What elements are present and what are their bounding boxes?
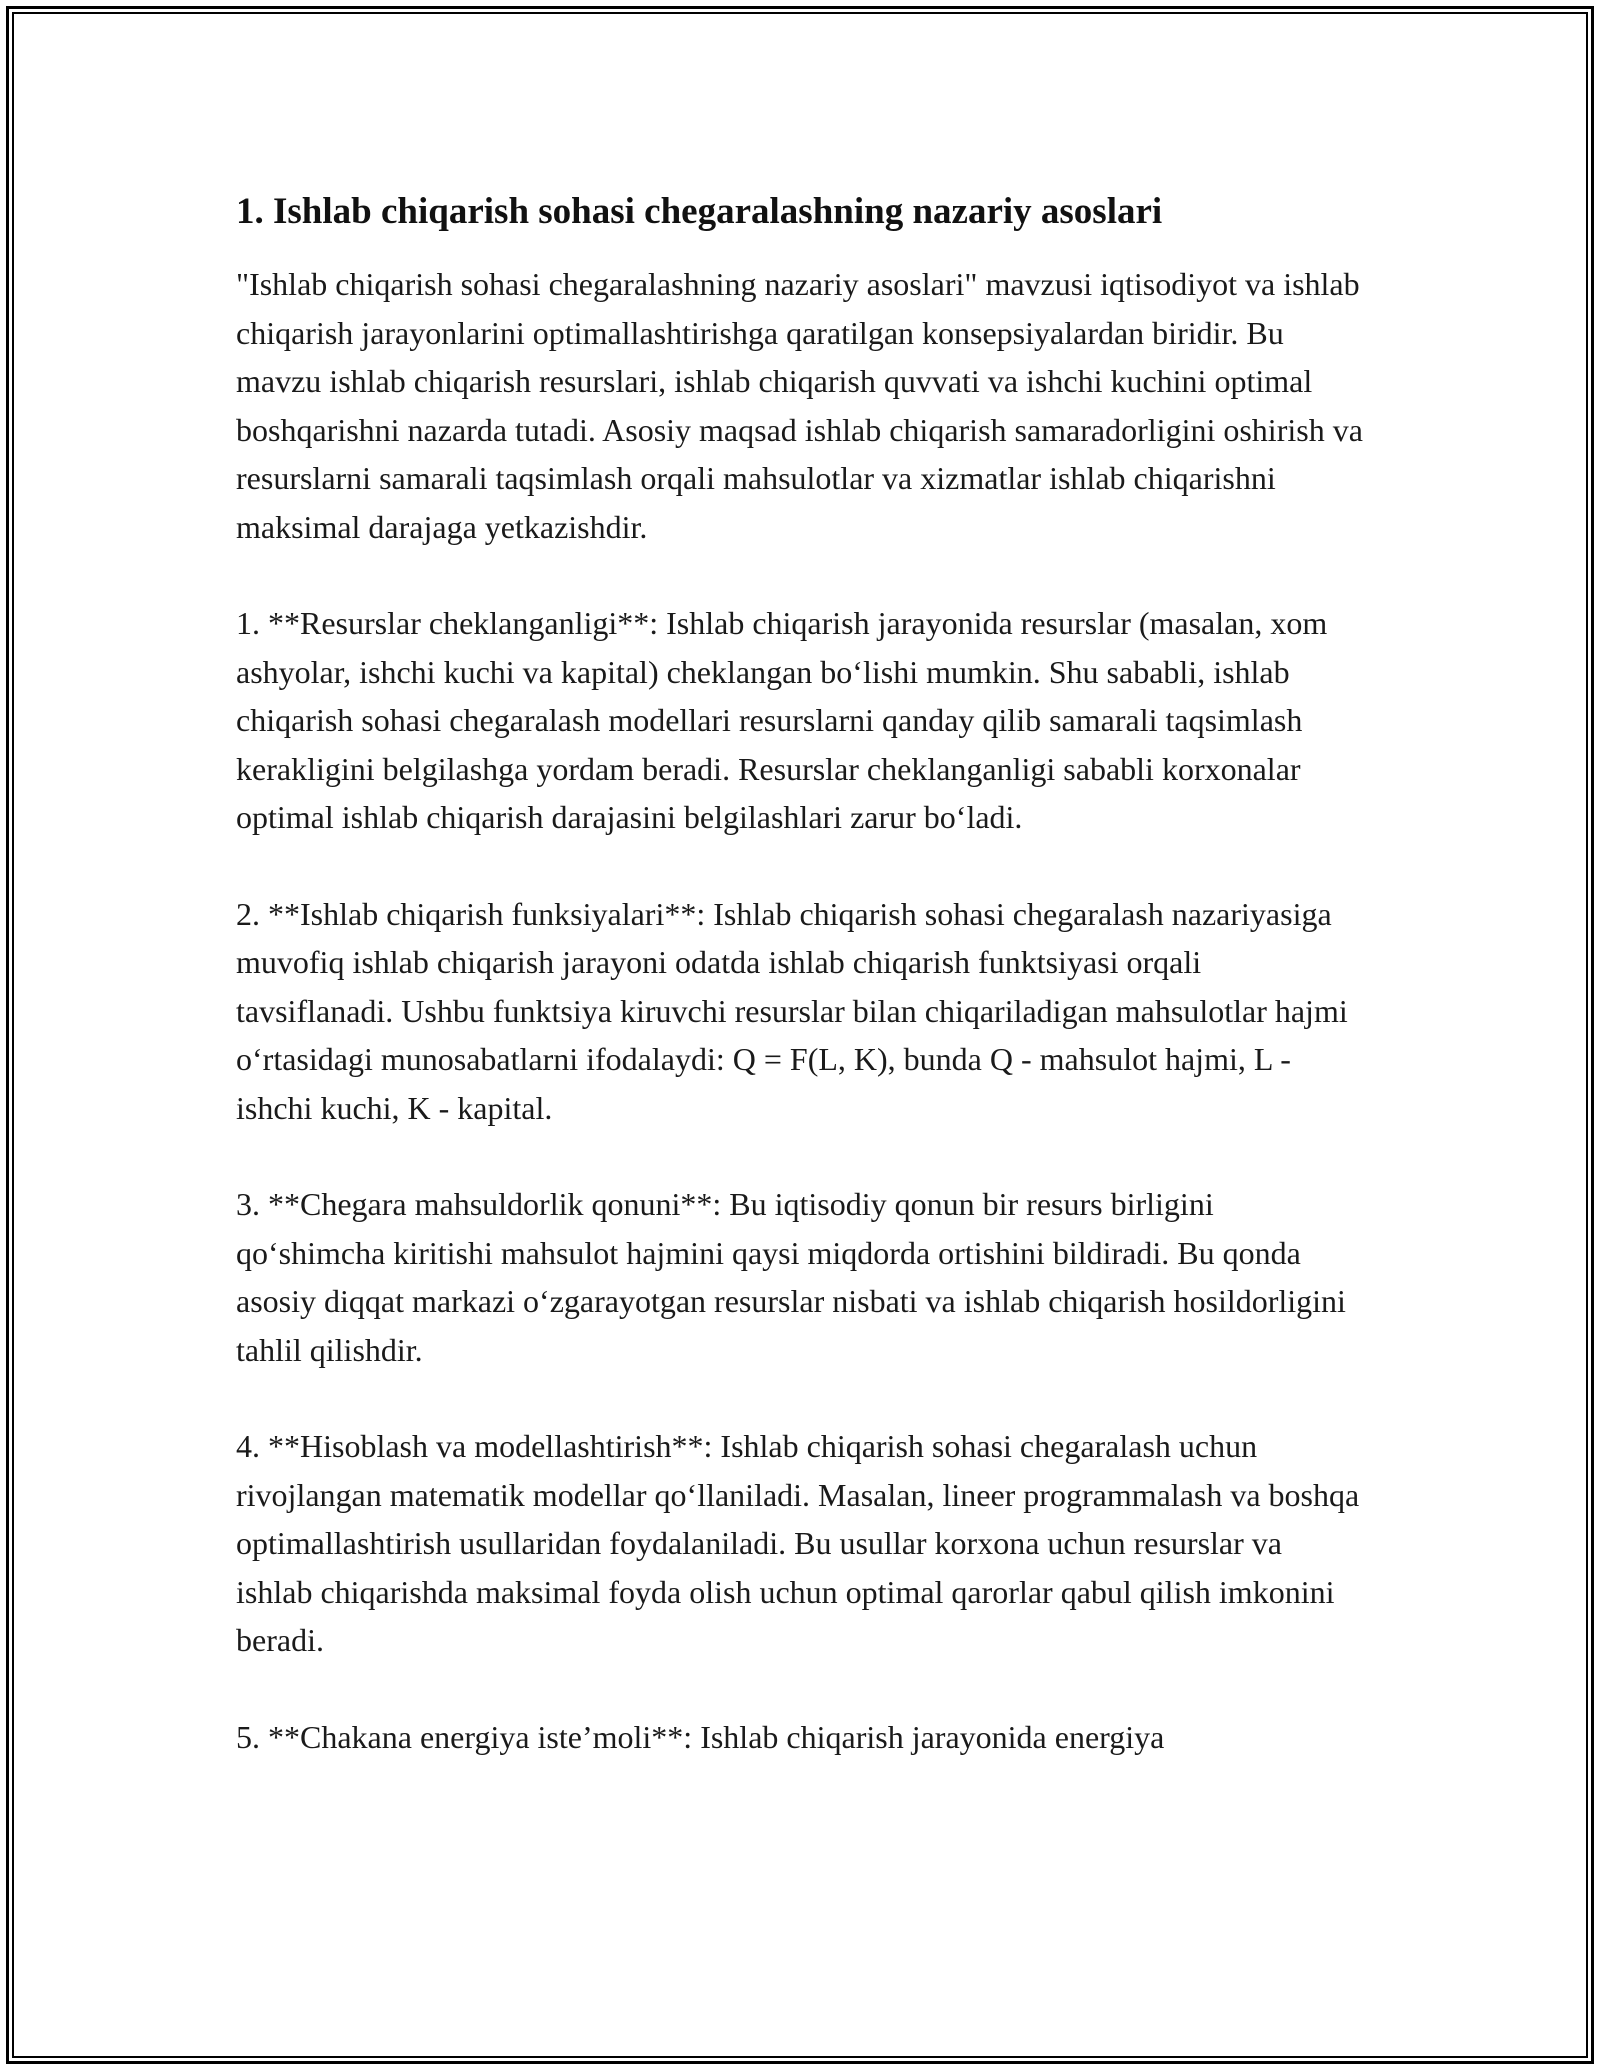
intro-paragraph: "Ishlab chiqarish sohasi chegaralashning nazariy asoslari" mavzusi iqtisodiyot va ishlab chiqarish jarayonlarini optimallashtirishga qaratilgan konsepsiyalardan biridir. Bu mavzu ishlab chiqarish resurslari, ishlab chiqarish quvvati va ishchi kuchini optimal boshqarishni nazarda tutadi. Asosiy maqsad ishlab chiqarish samaradorligini oshirish va resurslarni samarali taqsimlash orqali mahsulotlar va xizmatlar ishlab chiqarishni maksimal darajaga yetkazishdir. — [236, 266, 1363, 545]
list-item-marginal-productivity: 3. **Chegara mahsuldorlik qonuni**: Bu iqtisodiy qonun bir resurs birligini qo‘shimcha kiritishi mahsulot hajmini qaysi miqdorda ortishini bildiradi. Bu qonda asosiy diqqat markazi o‘zgarayotgan resurslar nisbati va ishlab chiqarish hosildorligini tahlil qilishdir. — [236, 1186, 1346, 1368]
list-item-resources: 1. **Resurslar cheklanganligi**: Ishlab chiqarish jarayonida resurslar (masalan, xom ashyolar, ishchi kuchi va kapital) cheklangan bo‘lishi mumkin. Shu sababli, ishlab chiqarish sohasi chegaralash modellari resurslarni qanday qilib samarali taqsimlash kerakligini belgilashga yordam beradi. Resurslar cheklanganligi sababli korxonalar optimal ishlab chiqarish darajasini belgilashlari zarur bo‘ladi. — [236, 605, 1328, 835]
list-item-energy: 5. **Chakana energiya iste’moli**: Ishlab chiqarish jarayonida energiya — [236, 1718, 1165, 1755]
section-heading: 1. Ishlab chiqarish sohasi chegaralashning nazariy asoslari — [236, 191, 1163, 232]
document-body — [236, 190, 1366, 1809]
list-item-production-functions: 2. **Ishlab chiqarish funksiyalari**: Ishlab chiqarish sohasi chegaralash nazariyasiga muvofiq ishlab chiqarish jarayoni odatda ishlab chiqarish funktsiyasi orqali tavsiflanadi. Ushbu funktsiya kiruvchi resurslar bilan chiqariladigan mahsulotlar hajmi o‘rtasidagi munosabatlarni ifodalaydi: Q = F(L, K), bunda Q - mahsulot hajmi, L - ishchi kuchi, K - kapital. — [236, 895, 1348, 1126]
list-item-modeling: 4. **Hisoblash va modellashtirish**: Ishlab chiqarish sohasi chegaralash uchun rivojlangan matematik modellar qo‘llaniladi. Masalan, lineer programmalash va boshqa optimallashtirish usullaridan foydalaniladi. Bu usullar korxona uchun resurslar va ishlab chiqarishda maksimal foyda olish uchun optimal qarorlar qabul qilish imkonini beradi. — [236, 1428, 1360, 1658]
